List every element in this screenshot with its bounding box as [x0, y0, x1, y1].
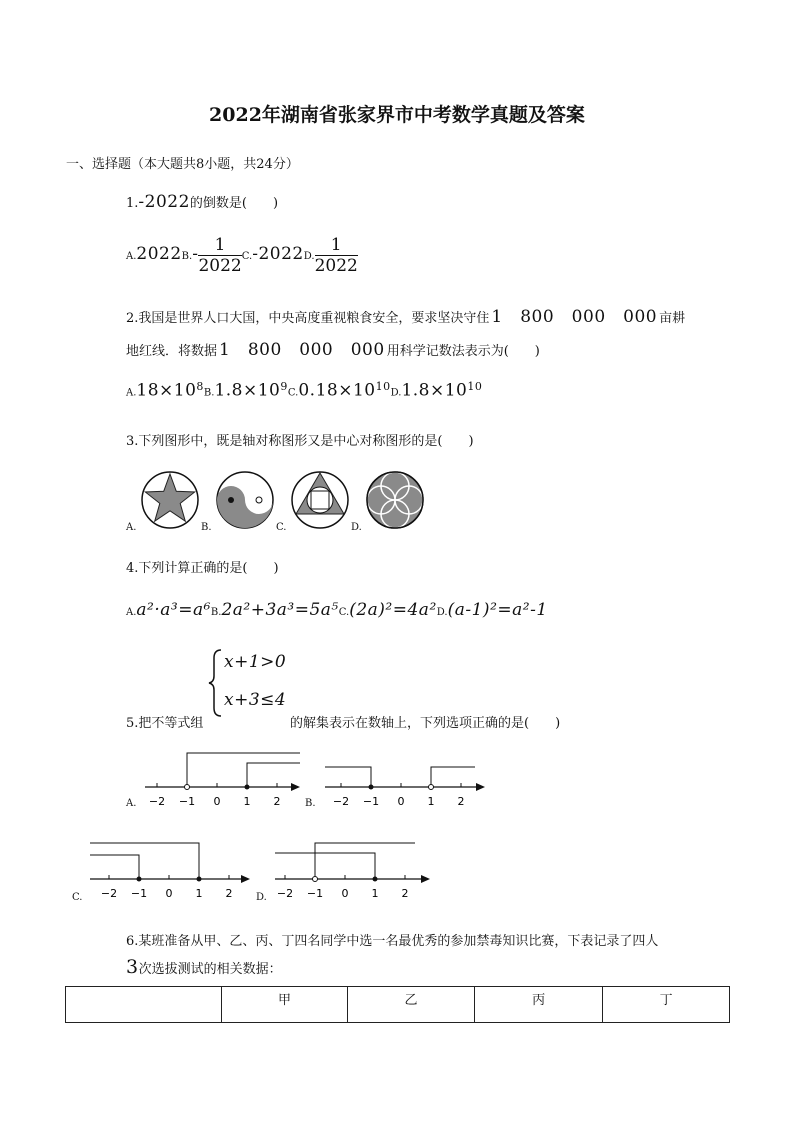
q3-option-c-label[interactable]: C.	[276, 522, 287, 533]
tick-label: 2	[457, 795, 465, 808]
q1-options	[126, 235, 358, 276]
q4-option-c-label[interactable]: C.	[338, 607, 350, 618]
tick-label: −2	[148, 795, 166, 808]
tick-label: 2	[225, 887, 233, 900]
q4-option-a: a²·a³=a⁶	[136, 600, 211, 620]
tick-label: −2	[332, 795, 350, 808]
q2-option-a: 18×10	[136, 380, 197, 401]
q1-option-d-fraction	[315, 235, 358, 276]
q1-expr: -2022	[138, 192, 190, 212]
q4-option-b-label[interactable]: B.	[210, 607, 222, 618]
q1-option-a-label[interactable]: A.	[126, 251, 137, 262]
table-row	[66, 987, 730, 1023]
page-title: 2022年湖南省张家界市中考数学真题及答案	[209, 104, 585, 126]
tick-label: 1	[371, 887, 379, 900]
q1-b-numerator: 1	[198, 235, 241, 256]
q1-d-numerator: 1	[315, 235, 358, 256]
results-table	[65, 986, 730, 1023]
q5-option-d-label[interactable]: D.	[256, 892, 267, 903]
question-6-line-2	[126, 956, 282, 978]
tick-label: 1	[195, 887, 203, 900]
triangle-square-circle-figure	[290, 470, 352, 532]
question-4: 4.下列计算正确的是( )	[126, 561, 279, 576]
yin-yang-figure	[215, 470, 277, 532]
tick-label: −1	[130, 887, 148, 900]
table-header-cell: 丁	[603, 987, 730, 1023]
tick-label: −1	[178, 795, 196, 808]
q5-option-b-label[interactable]: B.	[305, 798, 316, 809]
q4-option-a-label[interactable]: A.	[126, 607, 137, 618]
tick-label: −2	[276, 887, 294, 900]
q4-option-d: (a-1)²=a²-1	[447, 600, 548, 620]
q3-option-d-label[interactable]: D.	[351, 522, 362, 533]
question-3: 3.下列图形中，既是轴对称图形又是中心对称图形的是( )	[126, 434, 474, 449]
q2-text-2: 亩耕	[659, 311, 686, 326]
q4-option-d-label[interactable]: D.	[436, 607, 448, 618]
table-header-cell: 丙	[474, 987, 603, 1023]
q2-option-c: 0.18×10	[298, 380, 376, 401]
four-petal-figure	[365, 470, 427, 532]
inequality-1: x+1>0	[224, 652, 287, 672]
tick-label: −1	[306, 887, 324, 900]
question-6-line-1: 6.某班准备从甲、乙、丙、丁四名同学中选一名最优秀的参加禁毒知识比赛，下表记录了四人	[126, 934, 659, 949]
q3-option-a-label[interactable]: A.	[126, 522, 137, 533]
q2-number-value-2: 1 800 000 000	[219, 340, 385, 360]
question-2-line-2	[126, 335, 540, 360]
q2-option-b-label[interactable]: B.	[203, 387, 215, 399]
tick-label: 0	[165, 887, 173, 900]
question-5-pre: 5.把不等式组	[126, 716, 204, 731]
q2-option-a-exp: 8	[196, 380, 204, 393]
q2-option-c-label[interactable]: C.	[287, 387, 299, 399]
number-line-b	[320, 745, 490, 810]
star-in-circle-figure	[140, 470, 202, 532]
number-line-c	[85, 835, 260, 905]
q5-option-a-label[interactable]: A.	[126, 798, 137, 809]
q1-stem: 的倒数是( )	[189, 196, 279, 211]
q6-number-3: 3	[126, 956, 139, 978]
q1-option-c: -2022	[252, 244, 304, 264]
q2-option-d: 1.8×10	[401, 380, 468, 401]
q5-option-c-label[interactable]: C.	[72, 892, 83, 903]
tick-label: −2	[100, 887, 118, 900]
q2-text-1: 我国是世界人口大国，中央高度重视粮食安全，要求坚决守住	[138, 311, 490, 326]
q2-option-b: 1.8×10	[214, 380, 281, 401]
q1-option-c-label[interactable]: C.	[241, 251, 253, 262]
q1-option-a: 2022	[136, 244, 182, 264]
q2-text-4: 用科学记数法表示为( )	[386, 344, 540, 359]
q2-number-value: 1 800 000 000	[491, 307, 658, 327]
tick-label: −1	[362, 795, 380, 808]
q2-option-b-exp: 9	[280, 380, 288, 393]
tick-label: 2	[401, 887, 409, 900]
q1-b-denominator: 2022	[198, 256, 242, 276]
question-5-post: 的解集表示在数轴上，下列选项正确的是( )	[290, 716, 561, 731]
q1-option-d-label[interactable]: D.	[303, 251, 315, 262]
inequality-2: x+3≤4	[224, 690, 287, 710]
q4-option-c: (2a)²=4a²	[349, 600, 437, 620]
number-line-d	[270, 835, 440, 905]
tick-label: 0	[341, 887, 349, 900]
q2-option-a-label[interactable]: A.	[126, 387, 137, 399]
q1-option-b-sign: -	[192, 244, 199, 264]
system-brace	[208, 648, 224, 718]
tick-label: 1	[243, 795, 251, 808]
q6-text-2: 次选拔测试的相关数据：	[138, 962, 282, 977]
q2-options	[126, 380, 482, 400]
q2-text-3: 地红线．将数据	[126, 344, 218, 359]
q4-options	[126, 600, 548, 620]
number-line-a	[140, 745, 305, 810]
q1-option-b-label[interactable]: B.	[181, 251, 193, 262]
tick-label: 0	[397, 795, 405, 808]
q2-option-c-exp: 10	[375, 380, 391, 393]
q2-option-d-label[interactable]: D.	[390, 387, 402, 399]
question-1	[126, 192, 278, 212]
tick-label: 0	[213, 795, 221, 808]
q1-option-b-fraction	[198, 235, 241, 276]
table-header-cell	[66, 987, 222, 1023]
tick-label: 2	[273, 795, 281, 808]
question-2-line-1	[126, 302, 685, 327]
q1-number: 1.	[126, 196, 139, 211]
tick-label: 1	[427, 795, 435, 808]
q4-option-b: 2a²+3a³=5a⁵	[221, 600, 339, 620]
table-header-cell: 乙	[348, 987, 475, 1023]
q3-option-b-label[interactable]: B.	[201, 522, 212, 533]
section-heading: 一、选择题（本大题共8小题，共24分）	[66, 157, 299, 172]
q1-d-denominator: 2022	[314, 256, 358, 276]
q2-number: 2.	[126, 311, 139, 326]
table-header-cell: 甲	[221, 987, 348, 1023]
q2-option-d-exp: 10	[467, 380, 483, 393]
